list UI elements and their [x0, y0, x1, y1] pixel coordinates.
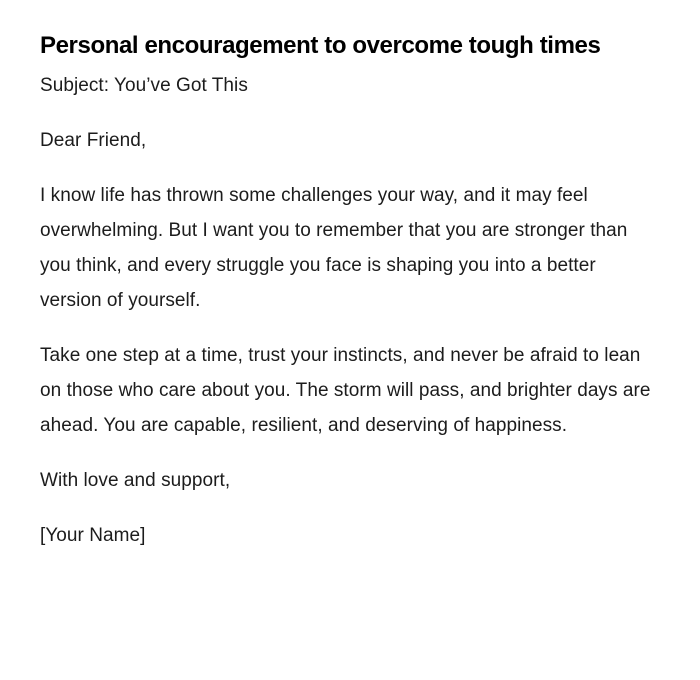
letter-subject: Subject: You’ve Got This: [40, 75, 248, 96]
letter-greeting: Dear Friend,: [40, 130, 147, 151]
letter-title: Personal encouragement to overcome tough times: [40, 32, 601, 59]
letter-body-paragraph: Take one step at a time, trust your instincts, and never be afraid to lean on those who care about you. The storm will pass, and brighter days are ahead. You are capable, resilient, and deserving of happiness.: [40, 345, 651, 436]
letter-body-paragraph: I know life has thrown some challenges your way, and it may feel overwhelming. But I want you to remember that you are stronger than you think, and every struggle you face is shaping you into a better version of yourself.: [40, 185, 628, 311]
letter-signature: [Your Name]: [40, 525, 146, 546]
letter-closing: With love and support,: [40, 470, 231, 491]
